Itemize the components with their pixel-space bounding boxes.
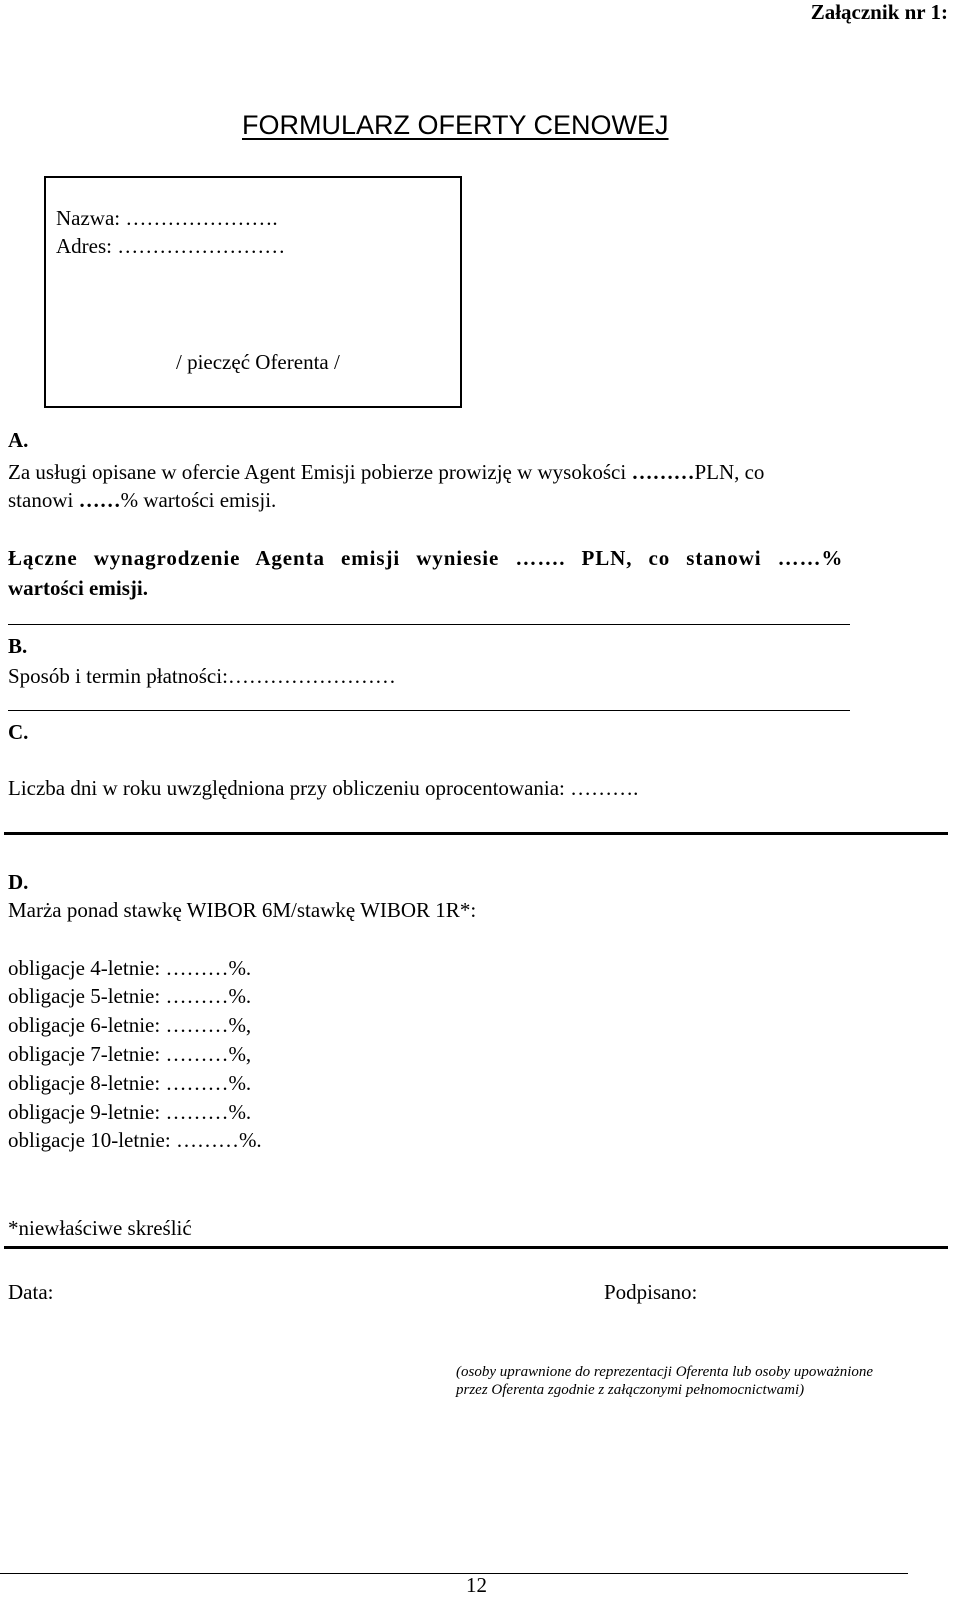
total-remuneration-line2: wartości emisji. <box>8 576 148 600</box>
page-title: FORMULARZ OFERTY CENOWEJ <box>242 110 669 140</box>
margin-line: Marża ponad stawkę WIBOR 6M/stawkę WIBOR 1R*: <box>8 898 477 922</box>
attachment-label: Załącznik nr 1: <box>810 0 948 24</box>
section-a-line1-pre: Za usługi opisane w ofercie Agent Emisji pobierze prowizję w wysokości <box>8 460 632 484</box>
section-a-line2-post: % wartości emisji. <box>120 488 277 512</box>
days-in-year-line: Liczba dni w roku uwzględniona przy obliczeniu oprocentowania: ………. <box>8 776 639 800</box>
signed-label: Podpisano: <box>604 1280 698 1304</box>
list-item: obligacje 9-letnie: ………%. <box>8 1100 252 1124</box>
total-remuneration-line1: Łączne wynagrodzenie Agenta emisji wyniesie ……. PLN, co stanowi ……% <box>8 546 844 570</box>
section-a-heading: A. <box>8 428 29 452</box>
section-b-heading: B. <box>8 634 28 658</box>
list-item: obligacje 8-letnie: ………%. <box>8 1071 252 1095</box>
section-a-line1 <box>8 460 764 485</box>
stamp-caption: / pieczęć Oferenta / <box>176 350 340 374</box>
stamp-name-line: Nazwa: …………………. <box>56 206 278 230</box>
footnote: *niewłaściwe skreślić <box>8 1216 192 1240</box>
section-d-heading: D. <box>8 870 29 894</box>
signature-note-line2: przez Oferenta zgodnie z załączonymi pełnomocnictwami) <box>456 1382 805 1398</box>
section-a-line2-pre: stanowi <box>8 488 79 512</box>
list-item: obligacje 4-letnie: ………%. <box>8 956 252 980</box>
page-number: 12 <box>466 1573 487 1597</box>
divider-before-b <box>8 624 850 625</box>
section-a-line1-dots: ……… <box>631 460 695 484</box>
stamp-address-line: Adres: …………………… <box>56 234 286 258</box>
divider-after-footnote <box>4 1246 948 1249</box>
date-label: Data: <box>8 1280 54 1304</box>
list-item: obligacje 6-letnie: ………%, <box>8 1013 252 1037</box>
list-item: obligacje 5-letnie: ………%. <box>8 984 252 1008</box>
signature-note-line1: (osoby uprawnione do reprezentacji Oferenta lub osoby upoważnione <box>456 1364 874 1380</box>
divider-before-d <box>4 832 948 835</box>
section-a-line1-post: PLN, co <box>694 460 765 484</box>
list-item: obligacje 10-letnie: ………%. <box>8 1128 262 1152</box>
list-item: obligacje 7-letnie: ………%, <box>8 1042 252 1066</box>
section-a-line2 <box>8 488 276 513</box>
divider-before-c <box>8 710 850 711</box>
payment-terms-line: Sposób i termin płatności:…………………… <box>8 664 396 688</box>
footer-rule <box>0 1573 908 1574</box>
section-c-heading: C. <box>8 720 29 744</box>
section-a-line2-dots: …… <box>78 488 121 512</box>
